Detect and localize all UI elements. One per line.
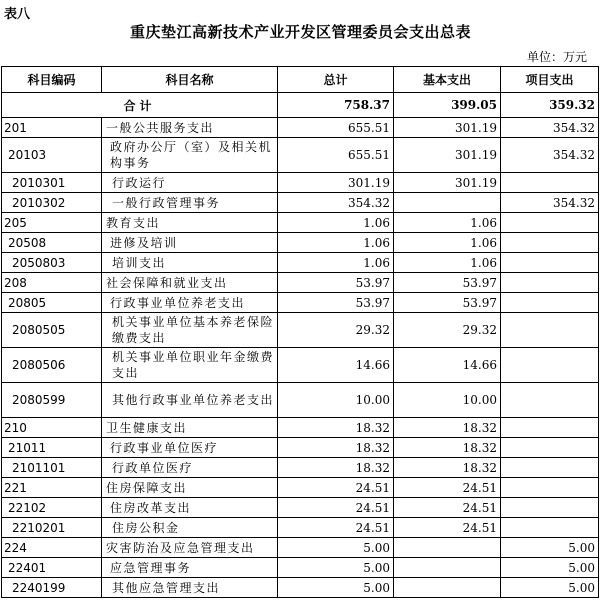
table-row [2,383,599,418]
row-name: 培训支出 [102,253,278,273]
row-basic: 18.32 [394,438,501,458]
row-total: 1.06 [278,233,394,253]
row-project: 354.32 [501,193,599,213]
row-name: 行政运行 [102,173,278,193]
row-project [501,173,599,193]
table-row [2,558,599,578]
row-name: 进修及培训 [102,233,278,253]
row-project: 5.00 [501,538,599,558]
row-project [501,383,599,418]
row-name: 教育支出 [102,213,278,233]
row-project [501,518,599,538]
row-project [501,273,599,293]
table-row [2,138,599,173]
col-header-name: 科目名称 [102,67,278,93]
row-code: 2010302 [2,193,102,213]
row-basic [394,558,501,578]
row-total: 1.06 [278,253,394,273]
row-basic: 301.19 [394,173,501,193]
row-basic: 18.32 [394,458,501,478]
row-total: 655.51 [278,118,394,138]
row-code: 210 [2,418,102,438]
row-basic: 10.00 [394,383,501,418]
row-project [501,348,599,383]
total-label: 合计 [2,93,278,118]
row-name: 住房改革支出 [102,498,278,518]
row-code: 221 [2,478,102,498]
total-project: 359.32 [501,93,599,118]
row-project: 5.00 [501,558,599,578]
row-total: 24.51 [278,478,394,498]
row-name: 其他行政事业单位养老支出 [102,383,278,418]
row-basic [394,538,501,558]
table-row [2,233,599,253]
row-name: 一般行政管理事务 [102,193,278,213]
row-basic: 1.06 [394,233,501,253]
row-code: 2240199 [2,578,102,598]
total-basic: 399.05 [394,93,501,118]
row-code: 22102 [2,498,102,518]
table-row [2,213,599,233]
row-basic [394,578,501,598]
row-project [501,478,599,498]
expenditure-table [1,66,599,598]
row-basic: 301.19 [394,138,501,173]
table-row [2,253,599,273]
row-basic: 1.06 [394,253,501,273]
table-row [2,348,599,383]
row-name: 机关事业单位基本养老保险缴费支出 [102,313,278,348]
table-row [2,193,599,213]
row-basic: 24.51 [394,518,501,538]
row-project [501,253,599,273]
row-code: 20805 [2,293,102,313]
total-sum: 758.37 [278,93,394,118]
row-code: 2080506 [2,348,102,383]
row-code: 21011 [2,438,102,458]
table-row [2,478,599,498]
unit-label: 单位：万元 [526,50,587,64]
row-total: 18.32 [278,458,394,478]
row-basic [394,193,501,213]
row-code: 2080505 [2,313,102,348]
row-total: 18.32 [278,438,394,458]
row-code: 205 [2,213,102,233]
row-code: 224 [2,538,102,558]
table-row [2,418,599,438]
row-name: 行政事业单位养老支出 [102,293,278,313]
header-row [2,67,599,93]
row-project [501,438,599,458]
row-name: 住房公积金 [102,518,278,538]
row-total: 53.97 [278,293,394,313]
row-name: 一般公共服务支出 [102,118,278,138]
table-row [2,293,599,313]
row-name: 应急管理事务 [102,558,278,578]
row-project [501,313,599,348]
row-project: 354.32 [501,118,599,138]
col-header-code: 科目编码 [2,67,102,93]
row-basic: 14.66 [394,348,501,383]
row-name: 住房保障支出 [102,478,278,498]
row-total: 24.51 [278,498,394,518]
table-row [2,118,599,138]
table-row [2,578,599,598]
table-row [2,313,599,348]
row-basic: 53.97 [394,293,501,313]
row-code: 2101101 [2,458,102,478]
row-project [501,213,599,233]
row-name: 卫生健康支出 [102,418,278,438]
table-number-tag: 表八 [4,7,31,22]
table-row [2,538,599,558]
row-total: 53.97 [278,273,394,293]
row-total: 5.00 [278,578,394,598]
row-total: 301.19 [278,173,394,193]
total-row [2,93,599,118]
row-code: 20508 [2,233,102,253]
row-total: 354.32 [278,193,394,213]
row-code: 2210201 [2,518,102,538]
row-total: 10.00 [278,383,394,418]
row-basic: 1.06 [394,213,501,233]
table-row [2,498,599,518]
row-basic: 24.51 [394,498,501,518]
row-name: 其他应急管理支出 [102,578,278,598]
row-project [501,458,599,478]
row-total: 18.32 [278,418,394,438]
row-basic: 18.32 [394,418,501,438]
row-code: 201 [2,118,102,138]
row-total: 14.66 [278,348,394,383]
row-code: 208 [2,273,102,293]
table-row [2,458,599,478]
row-total: 29.32 [278,313,394,348]
row-name: 机关事业单位职业年金缴费支出 [102,348,278,383]
row-project [501,418,599,438]
col-header-total: 总计 [278,67,394,93]
row-code: 22401 [2,558,102,578]
row-project [501,233,599,253]
row-basic: 24.51 [394,478,501,498]
table-row [2,273,599,293]
row-total: 5.00 [278,558,394,578]
table-row [2,518,599,538]
page-title: 重庆垫江高新技术产业开发区管理委员会支出总表 [129,23,471,41]
row-name: 社会保障和就业支出 [102,273,278,293]
row-code: 2050803 [2,253,102,273]
row-project [501,498,599,518]
row-code: 20103 [2,138,102,173]
row-total: 655.51 [278,138,394,173]
row-project: 354.32 [501,138,599,173]
row-total: 24.51 [278,518,394,538]
table-row [2,173,599,193]
row-basic: 301.19 [394,118,501,138]
row-code: 2080599 [2,383,102,418]
table-row [2,438,599,458]
row-basic: 29.32 [394,313,501,348]
row-basic: 53.97 [394,273,501,293]
row-total: 1.06 [278,213,394,233]
row-project: 5.00 [501,578,599,598]
row-total: 5.00 [278,538,394,558]
row-code: 2010301 [2,173,102,193]
row-name: 政府办公厅（室）及相关机构事务 [102,138,278,173]
row-project [501,293,599,313]
row-name: 行政单位医疗 [102,458,278,478]
col-header-basic: 基本支出 [394,67,501,93]
row-name: 灾害防治及应急管理支出 [102,538,278,558]
row-name: 行政事业单位医疗 [102,438,278,458]
col-header-project: 项目支出 [501,67,599,93]
